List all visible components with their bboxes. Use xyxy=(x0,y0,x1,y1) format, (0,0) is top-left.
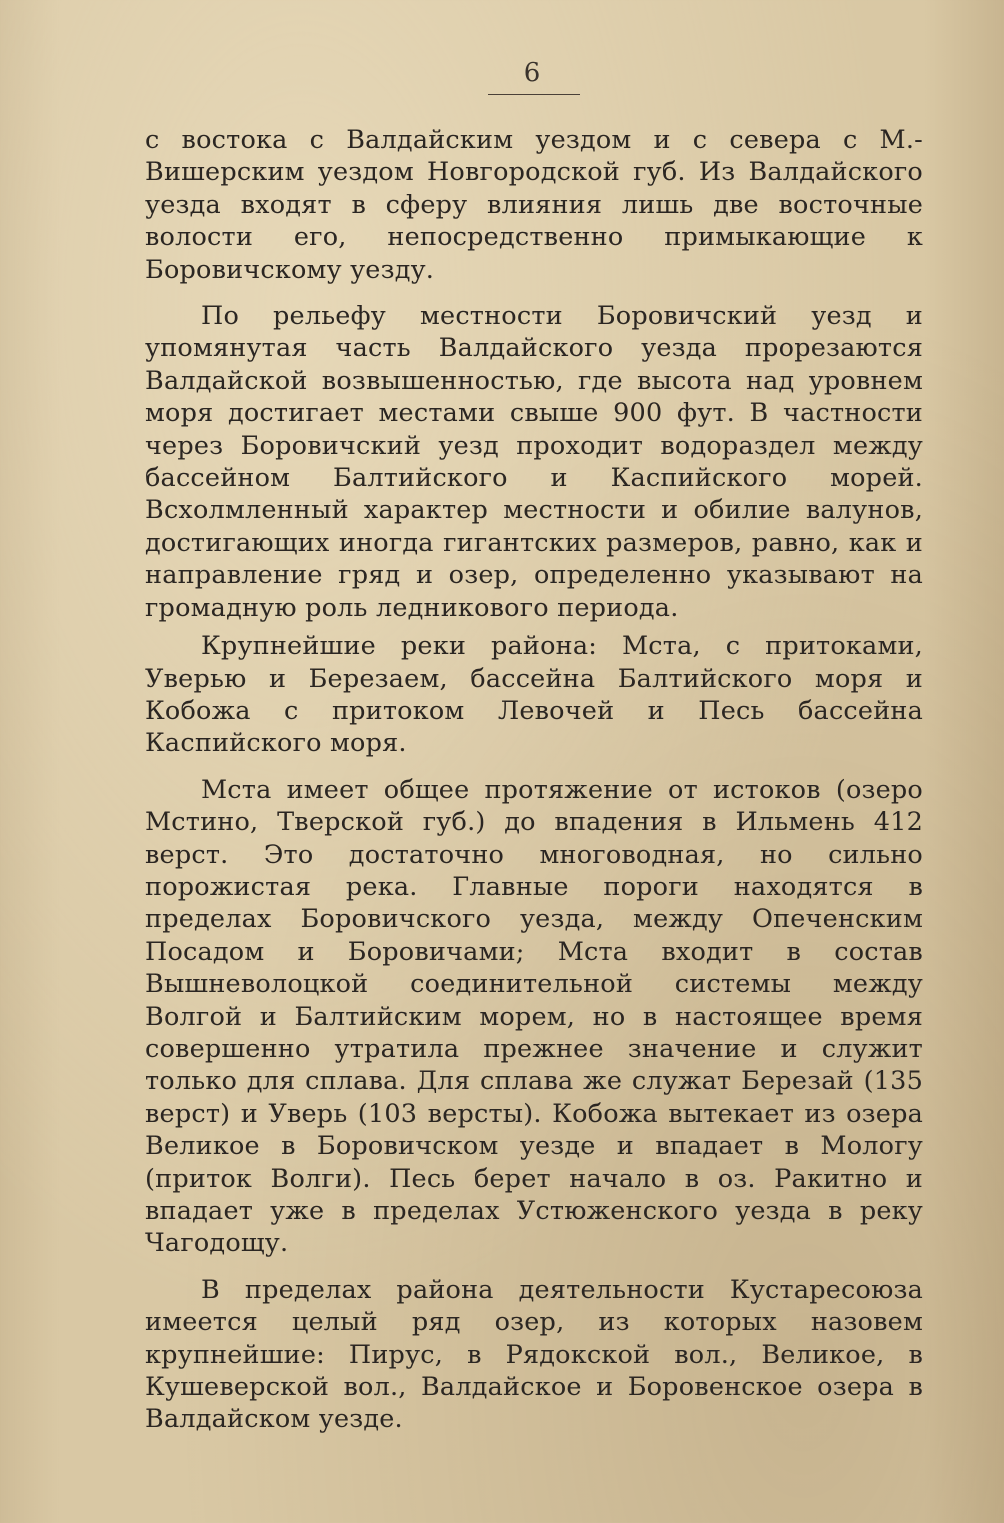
paragraph-1: с востока с Валдайским уездом и с севера с М.-Вишерским уездом Новгородской губ. Из Валдайского уезда входят в сферу влияния лишь две восточные волости его, непосредственно примыкающие к Боровичскому уезду. xyxy=(145,125,923,285)
paragraph-3: Крупнейшие реки района: Мста, с притоками, Уверью и Березаем, бассейна Балтийского моря и Кобожа с притоком Левочей и Песь бассейна Каспийского моря. xyxy=(145,631,923,759)
header-rule xyxy=(488,94,580,95)
paragraph-4: Мста имеет общее протяжение от истоков (озеро Мстино, Тверской губ.) до впадения в Ильмень 412 верст. Это достаточно многоводная, но сильно порожистая река. Главные пороги находятся в пределах Боровичского уезда, между Опеченским Посадом и Боровичами; Мста входит в состав Вышневолоцкой соединительной системы между Волгой и Балтийским морем, но в настоящее время совершенно утратила прежнее значение и служит только для сплава. Для сплава же служат Березай (135 верст) и Уверь (103 версты). Кобожа вытекает из озера Великое в Боровичском уезде и впадает в Мологу (приток Волги). Песь берет начало в оз. Ракитно и впадает уже в пределах Устюженского уезда в реку Чагодощу. xyxy=(145,774,923,1259)
paragraph-5: В пределах района деятельности Кустаресоюза имеется целый ряд озер, из которых назовем крупнейшие: Пирус, в Рядокской вол., Великое, в Кушеверской вол., Валдайское и Боровенское озера в Валдайском уезде. xyxy=(145,1274,923,1435)
paragraph-2: По рельефу местности Боровичский уезд и упомянутая часть Валдайского уезда прорезаются Валдайской возвышенностью, где высота над уровнем моря достигает местами свыше 900 фут. В частности через Боровичский уезд проходит водораздел между бассейном Балтийского и Каспийского морей. Всхолмленный характер местности и обилие валунов, достигающих иногда гигантских размеров, равно, как и направление гряд и озер, определенно указывают на громадную роль ледникового периода. xyxy=(145,301,923,623)
body-text xyxy=(145,124,923,1436)
page-number: 6 xyxy=(523,58,541,88)
